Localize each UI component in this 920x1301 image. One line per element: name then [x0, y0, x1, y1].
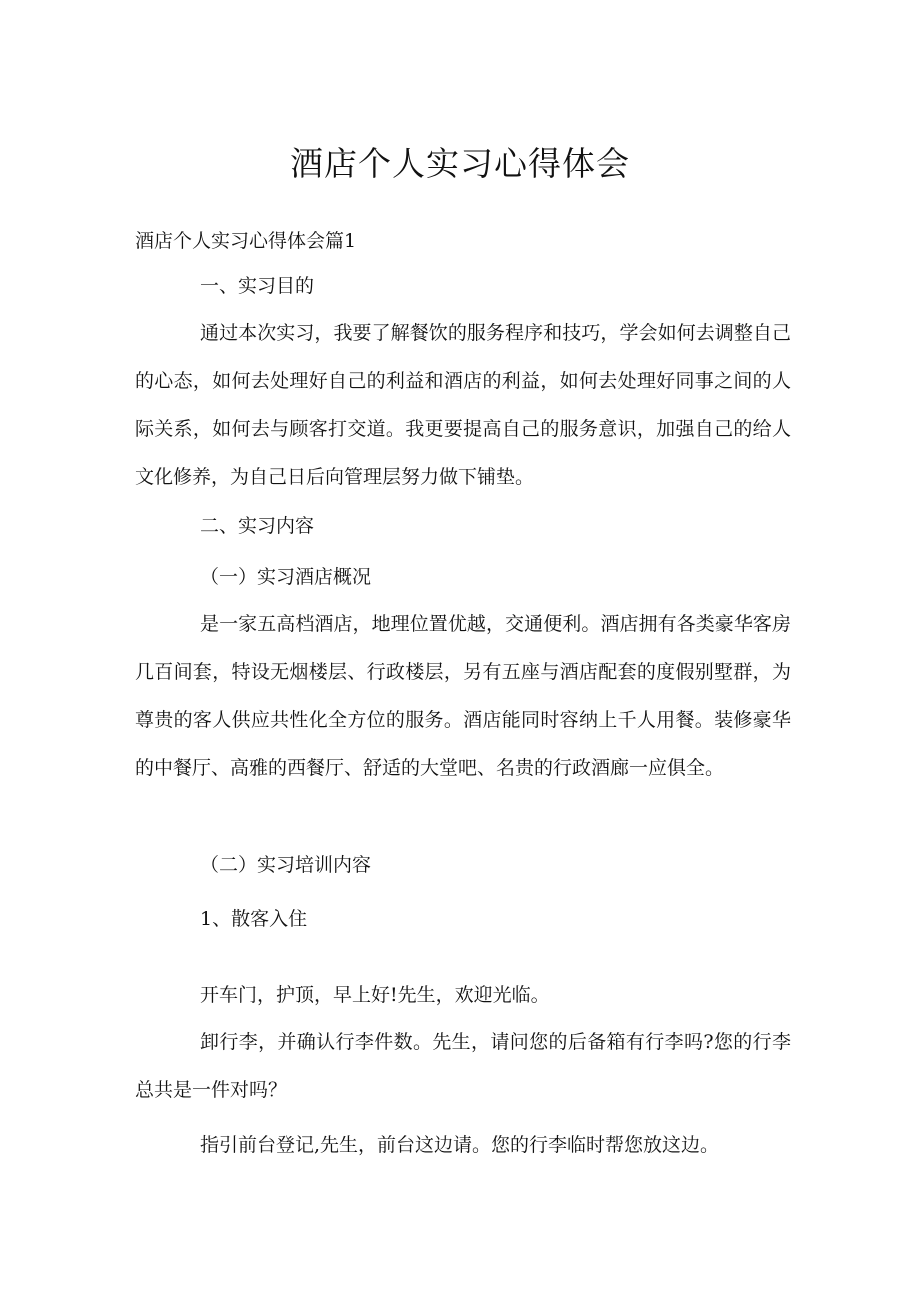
step-3: 指引前台登记,先生，前台这边请。您的行李临时帮您放这边。 [200, 1134, 720, 1156]
subtitle: 酒店个人实习心得体会篇1 [135, 230, 357, 252]
section1-heading: 一、实习目的 [200, 275, 315, 297]
item1-heading: 1、散客入住 [200, 908, 308, 930]
subsection1-heading: （一）实习酒店概况 [200, 566, 372, 588]
section1-paragraph: 通过本次实习，我要了解餐饮的服务程序和技巧，学会如何去调整自己的心态，如何去处理好自己的利益和酒店的利益，如何去处理好同事之间的人际关系，如何去与顾客打交道。我更要提高自己的服务意识，加强自己的给人文化修养，为自己日后向管理层努力做下铺垫。 [135, 322, 791, 488]
step-2: 卸行李，并确认行李件数。先生，请问您的后备箱有行李吗?您的行李总共是一件对吗？ [135, 1031, 791, 1101]
document-title: 酒店个人实习心得体会 [290, 144, 630, 183]
step-1: 开车门，护顶，早上好!先生，欢迎光临。 [200, 984, 550, 1006]
subsection1-paragraph: 是一家五高档酒店，地理位置优越，交通便利。酒店拥有各类豪华客房几百间套，特设无烟楼层、行政楼层，另有五座与酒店配套的度假别墅群，为尊贵的客人供应共性化全方位的服务。酒店能同时容纳上千人用餐。装修豪华的中餐厅、高雅的西餐厅、舒适的大堂吧、名贵的行政酒廊一应俱全。 [135, 613, 791, 779]
subsection2-heading: （二）实习培训内容 [200, 854, 372, 876]
section2-heading: 二、实习内容 [200, 515, 315, 537]
